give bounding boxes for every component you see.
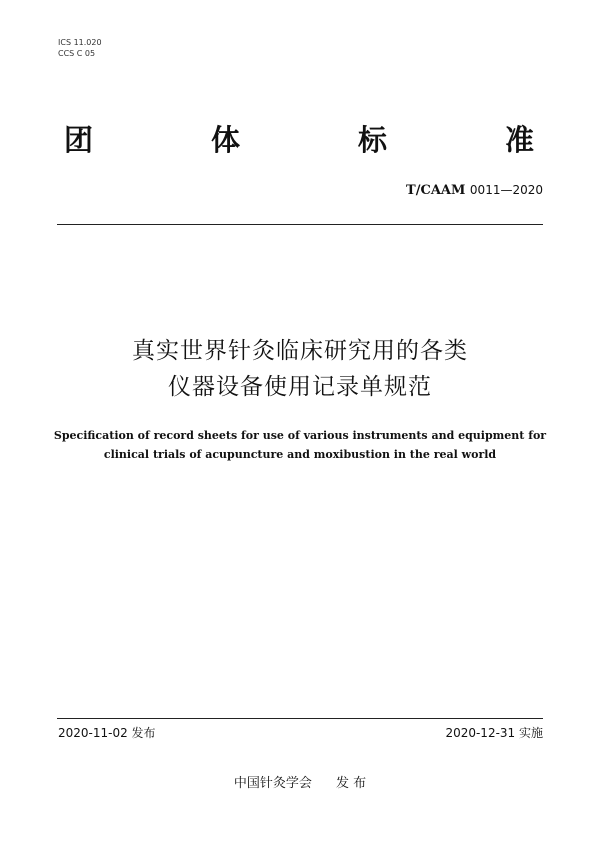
standard-number — [406, 181, 543, 200]
standard-number-prefix: T/CAAM — [406, 183, 466, 198]
issuer-name: 中国针灸学会 — [233, 776, 312, 791]
standard-type-char: 团 — [64, 123, 94, 157]
chinese-title-line-2: 仪器设备使用记录单规范 — [168, 374, 432, 400]
standard-type-char: 体 — [210, 123, 240, 157]
classification-codes — [58, 37, 102, 59]
ics-code: ICS 11.020 — [58, 38, 102, 47]
standard-type-heading — [64, 120, 534, 160]
chinese-title — [40, 333, 560, 405]
standard-type-char: 标 — [357, 123, 387, 157]
issuing-organization — [0, 774, 600, 794]
standard-number-value: 0011—2020 — [469, 183, 543, 197]
english-title — [30, 426, 570, 464]
publish-date: 2020-11-02 发布 — [58, 726, 156, 740]
bottom-divider — [57, 718, 543, 719]
top-divider — [57, 224, 543, 225]
english-title-line-2: clinical trials of acupuncture and moxibustion in the real world — [103, 448, 497, 461]
standard-type-char: 准 — [504, 123, 534, 157]
implementation-date: 2020-12-31 实施 — [445, 726, 543, 740]
english-title-line-1: Specification of record sheets for use of various instruments and equipment for — [53, 429, 547, 442]
chinese-title-line-1: 真实世界针灸临床研究用的各类 — [132, 338, 468, 364]
issuer-action: 发 布 — [335, 776, 367, 791]
ccs-code: CCS C 05 — [58, 49, 96, 58]
